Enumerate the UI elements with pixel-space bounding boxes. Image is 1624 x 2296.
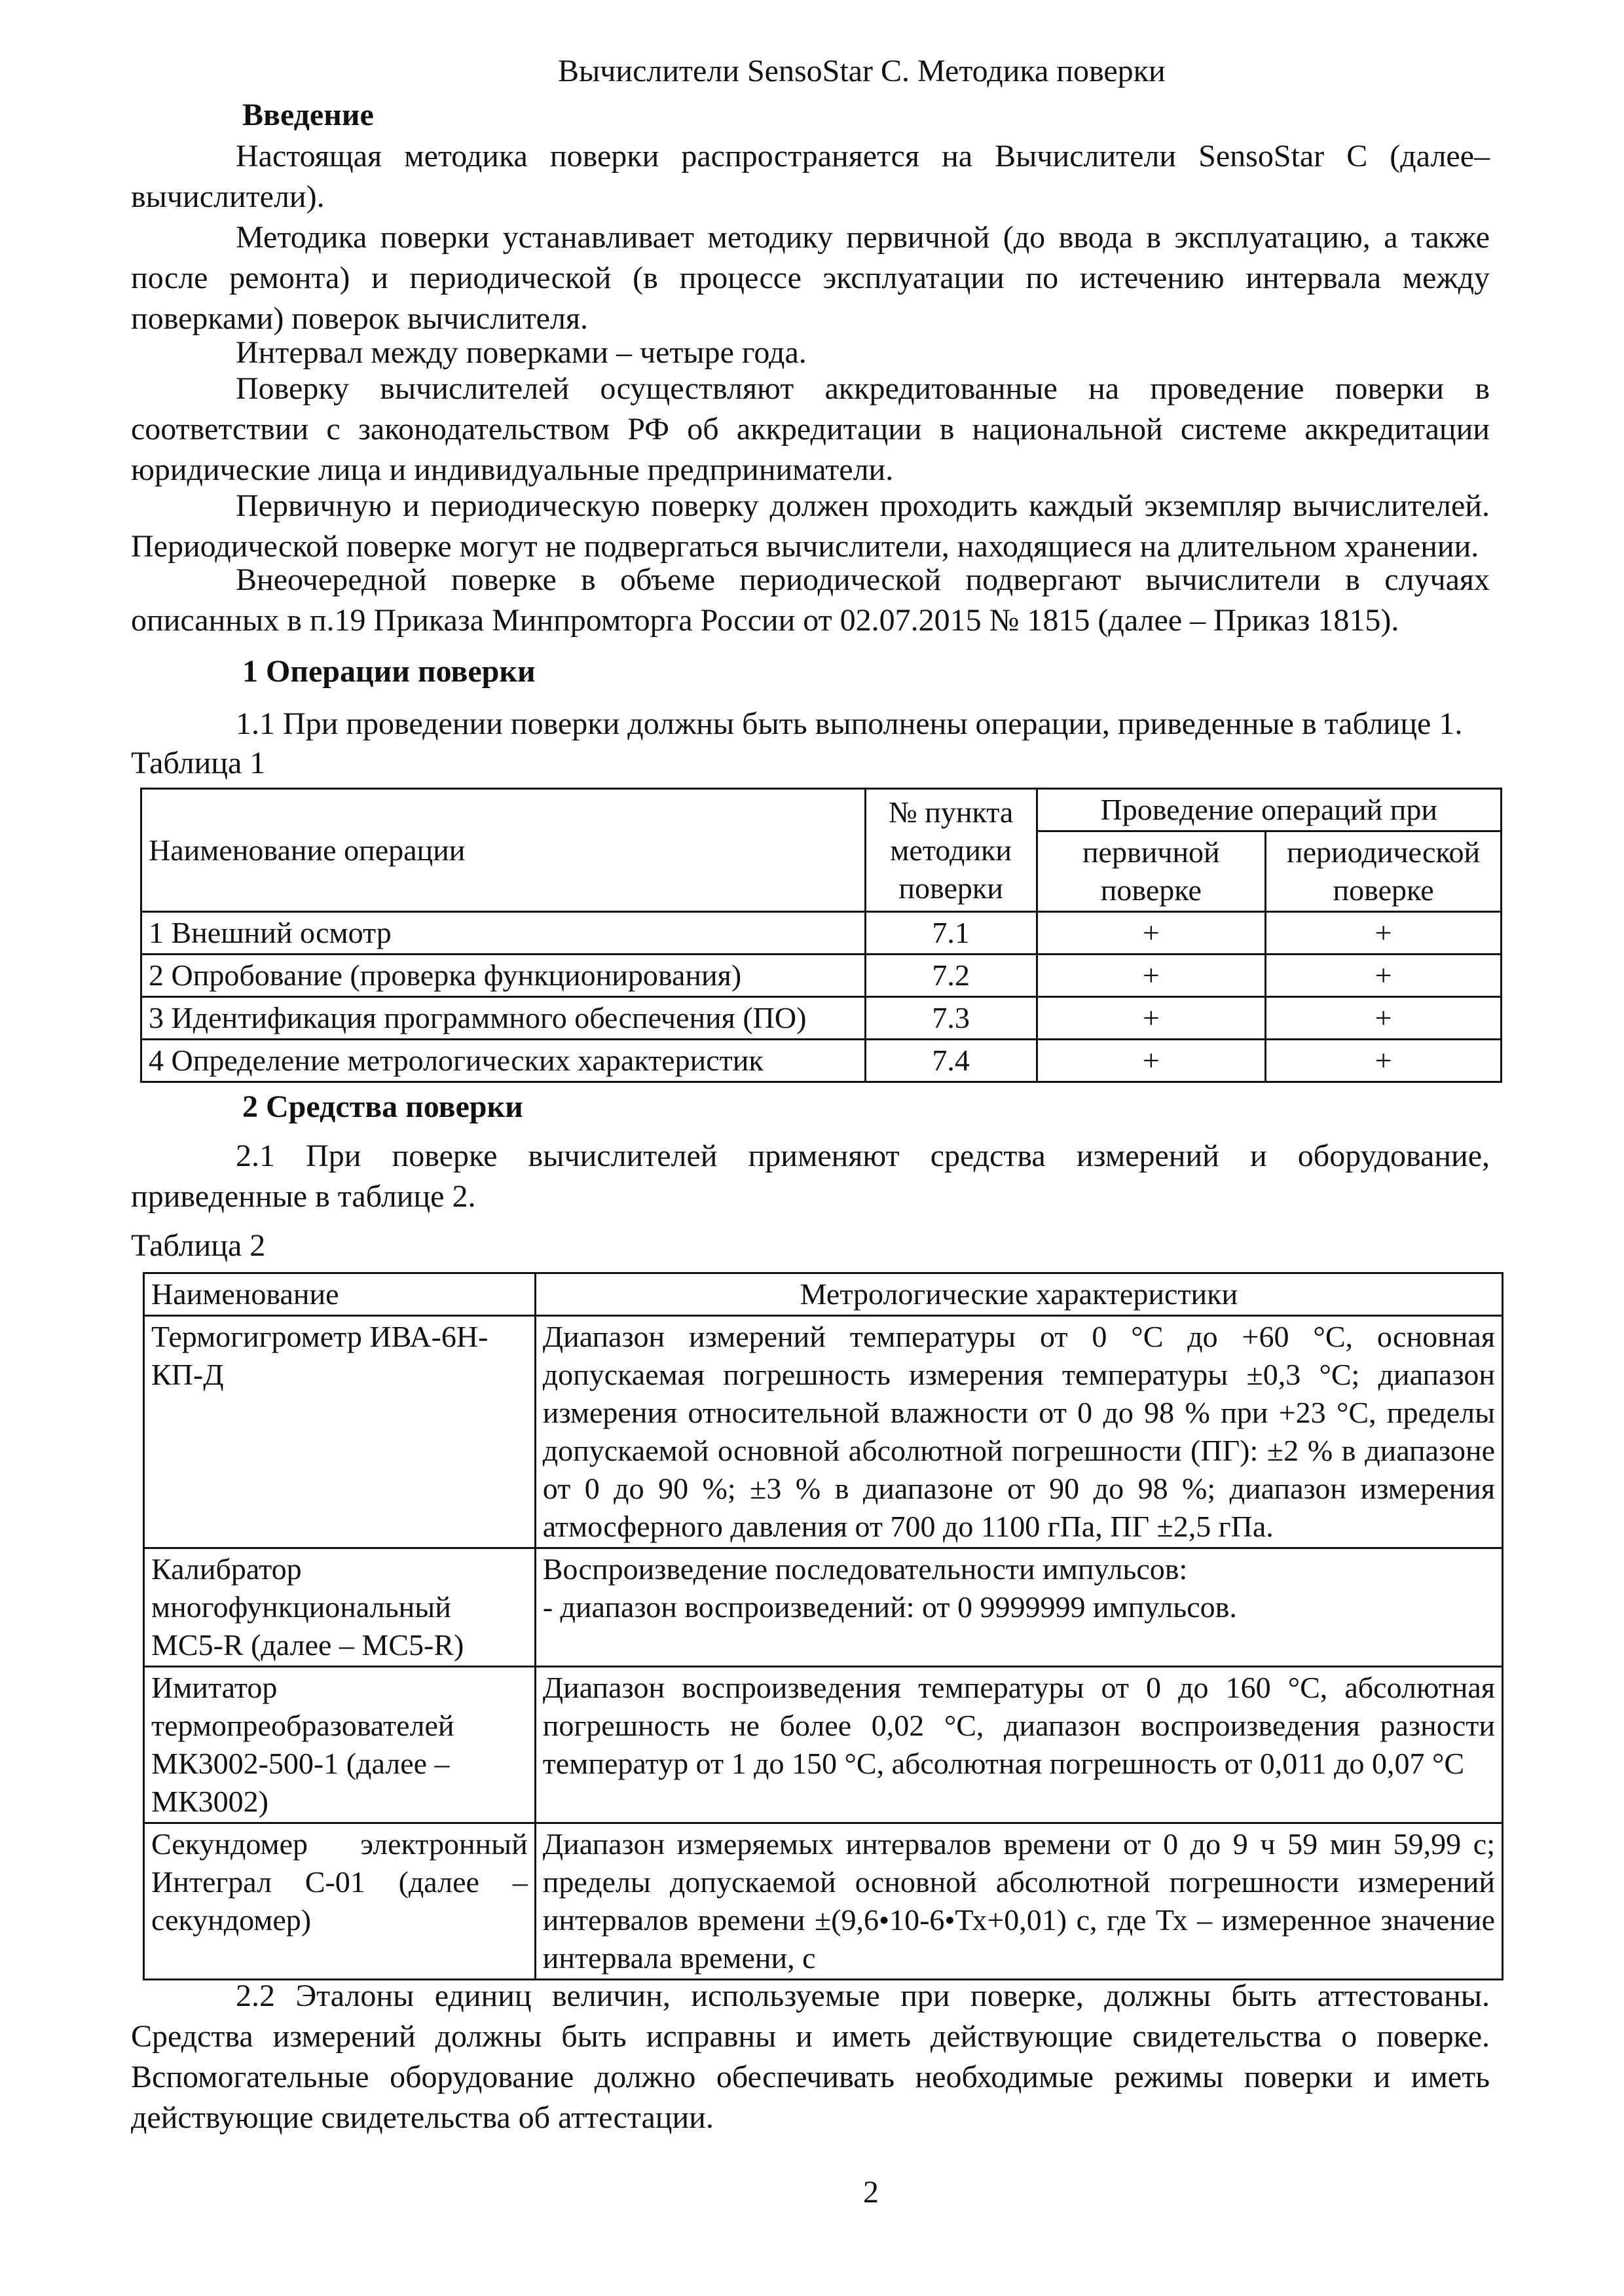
header-method-item: № пункта методики поверки — [865, 789, 1037, 912]
equipment-name: Термогигрометр ИВА-6Н-КП-Д — [144, 1316, 536, 1548]
primary-mark: + — [1037, 1040, 1266, 1082]
header-primary: первичной поверке — [1037, 831, 1266, 912]
table-row — [144, 1316, 1503, 1548]
table-row — [141, 1040, 1502, 1082]
intro-paragraph-1: Настоящая методика поверки распространяется на Вычислители SensoStar С (далее– вычислители). — [131, 139, 1490, 214]
table-row — [144, 1667, 1503, 1823]
table1-caption: Таблица 1 — [131, 746, 266, 780]
equipment-characteristics: Воспроизведение последовательности импульсов: - диапазон воспроизведений: от 0 9999999 импульсов. — [535, 1548, 1502, 1667]
header-operation-name: Наименование операции — [141, 789, 866, 912]
intro-paragraph-2: Методика поверки устанавливает методику первичной (до ввода в эксплуатацию, а также после ремонта) и периодической (в процессе эксплуатации по истечению интервала между поверками) поверок вычислителя. — [131, 220, 1490, 336]
method-item: 7.2 — [865, 955, 1037, 997]
equipment-name: Секундомер электронный Интеграл С-01 (далее – секундомер) — [144, 1823, 536, 1980]
equipment-characteristics: Диапазон измеряемых интервалов времени от 0 до 9 ч 59 мин 59,99 с; пределы допускаемой основной абсолютной погрешности измерений интервалов времени ±(9,6•10-6•Тх+0,01) с, где Тх – измеренное значение интервала времени, с — [535, 1823, 1502, 1980]
operation-name: 3 Идентификация программного обеспечения (ПО) — [141, 997, 866, 1040]
table-row — [144, 1548, 1503, 1667]
operation-name: 4 Определение метрологических характеристик — [141, 1040, 866, 1082]
equipment-characteristics: Диапазон измерений температуры от 0 °С до +60 °С, основная допускаемая погрешность измерения температуры ±0,3 °С; диапазон измерения относительной влажности от 0 до 98 % при +23 °С, пределы допускаемой основной абсолютной погрешности (ПГ): ±2 % в диапазоне от 0 до 90 %; ±3 % в диапазоне от 90 до 98 %; диапазон измерения атмосферного давления от 700 до 1100 гПа, ПГ ±2,5 гПа. — [535, 1316, 1502, 1548]
primary-mark: + — [1037, 955, 1266, 997]
section1-heading: 1 Операции поверки — [242, 654, 536, 689]
operation-name: 2 Опробование (проверка функционирования) — [141, 955, 866, 997]
intro-paragraph-3: Интервал между поверками – четыре года. — [236, 335, 807, 370]
table-row — [144, 1823, 1503, 1980]
table-header-row — [141, 789, 1502, 831]
section1-paragraph-1: 1.1 При проведении поверки должны быть выполнены операции, приведенные в таблице 1. — [236, 706, 1463, 741]
primary-mark: + — [1037, 912, 1266, 955]
intro-paragraph-6: Внеочередной поверке в объеме периодической подвергают вычислители в случаях описанных в п.19 Приказа Минпромторга России от 02.07.2015 № 1815 (далее – Приказ 1815). — [131, 562, 1490, 638]
method-item: 7.4 — [865, 1040, 1037, 1082]
method-item: 7.1 — [865, 912, 1037, 955]
intro-heading: Введение — [242, 98, 374, 132]
section2-heading: 2 Средства поверки — [242, 1089, 523, 1124]
equipment-characteristics: Диапазон воспроизведения температуры от 0 до 160 °С, абсолютная погрешность не более 0,02 °С, диапазон воспроизведения разности температур от 1 до 150 °С, абсолютная погрешность от 0,011 до 0,07 °С — [535, 1667, 1502, 1823]
header-operations-group: Проведение операций при — [1037, 789, 1501, 831]
section2-paragraph-2: 2.2 Эталоны единиц величин, используемые при поверке, должны быть аттестованы. Средства измерений должны быть исправны и иметь действующие свидетельства о поверке. Вспомогательные оборудование должно обеспечивать необходимые режимы поверки и иметь действующие свидетельства об аттестации. — [131, 1978, 1490, 2135]
periodic-mark: + — [1266, 955, 1502, 997]
primary-mark: + — [1037, 997, 1266, 1040]
periodic-mark: + — [1266, 1040, 1502, 1082]
equipment-table — [143, 1272, 1504, 1980]
table-row — [141, 955, 1502, 997]
document-header: Вычислители SensoStar С. Методика поверки — [558, 54, 1166, 88]
intro-paragraph-5: Первичную и периодическую поверку должен проходить каждый экземпляр вычислителей. Периодической поверке могут не подвергаться вычислители, находящиеся на длительном хранении. — [131, 488, 1490, 564]
operations-table — [140, 788, 1502, 1083]
equipment-name: Калибратор многофункциональный MC5-R (далее – MC5-R) — [144, 1548, 536, 1667]
equipment-name: Имитатор термопреобразователей МК3002-500-1 (далее – МК3002) — [144, 1667, 536, 1823]
operation-name: 1 Внешний осмотр — [141, 912, 866, 955]
header-periodic: периодической поверке — [1266, 831, 1502, 912]
table-row — [141, 912, 1502, 955]
method-item: 7.3 — [865, 997, 1037, 1040]
table-row — [141, 997, 1502, 1040]
table-header-row — [144, 1273, 1503, 1316]
periodic-mark: + — [1266, 997, 1502, 1040]
header-metrological-characteristics: Метрологические характеристики — [535, 1273, 1502, 1316]
periodic-mark: + — [1266, 912, 1502, 955]
intro-paragraph-4: Поверку вычислителей осуществляют аккредитованные на проведение поверки в соответствии с законодательством РФ об аккредитации в национальной системе аккредитации юридические лица и индивидуальные предприниматели. — [131, 371, 1490, 487]
header-equipment-name: Наименование — [144, 1273, 536, 1316]
section2-paragraph-1: 2.1 При поверке вычислителей применяют средства измерений и оборудование, приведенные в таблице 2. — [131, 1139, 1490, 1214]
page-number: 2 — [863, 2175, 879, 2210]
table2-caption: Таблица 2 — [131, 1228, 266, 1263]
